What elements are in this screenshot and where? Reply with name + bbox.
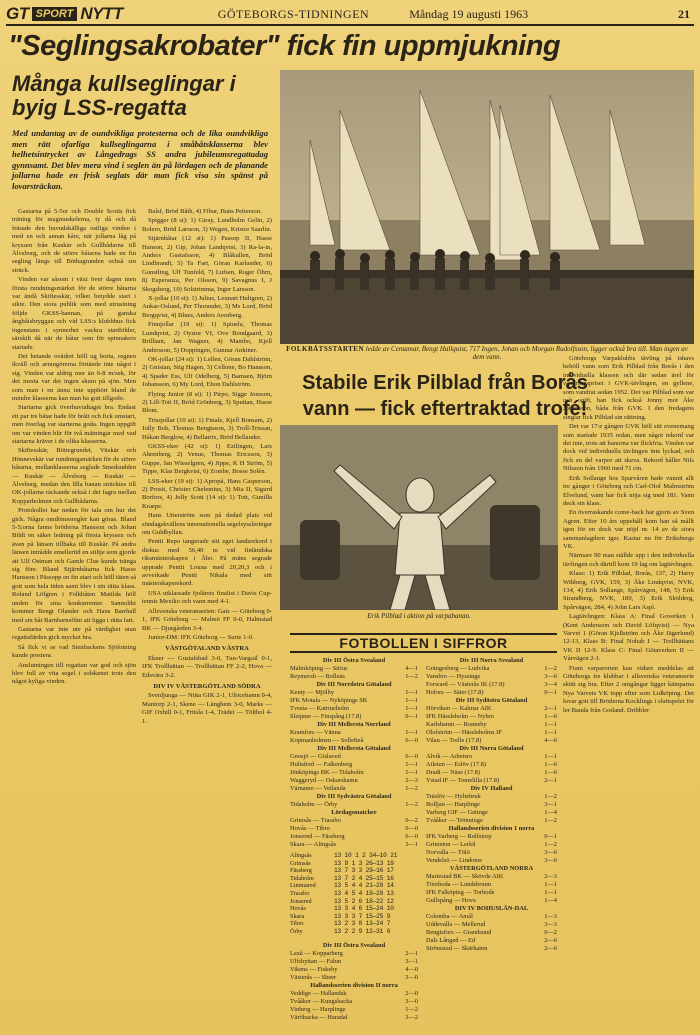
- results-heading: Div III Sydöstra Götaland: [455, 697, 528, 704]
- results-block-left-lower: [290, 942, 418, 1022]
- score: 1—2: [405, 801, 418, 808]
- score: 1—1: [544, 753, 557, 760]
- paragraph: GKSS-eker (42 st): 1) Ezilingen, Lars Ahrenberg, 2) Venus, Thomas Ericsson, 3) Guppe, Jan Wieselgren, 4) Jippe, K H Ström, 5) Tippe, Klas Bergkvist, 6) Zombe, Bosse Solén.: [142, 442, 272, 476]
- result-row: [426, 849, 557, 857]
- paragraph: Gastarna var inte ute på värdighet utan regattafärden gick mycket bra.: [12, 625, 136, 642]
- result-row: [426, 793, 557, 801]
- score: 1—0: [544, 769, 557, 776]
- match: Träslöv — Hyltebruk: [426, 793, 481, 800]
- match: Hultsfred — Falkenberg: [290, 761, 353, 768]
- score: 1—2: [544, 817, 557, 824]
- stats: 13 4 5 4 19—20 13: [334, 889, 394, 897]
- score: 1—0: [544, 713, 557, 720]
- results-heading: Hallandsserien division 1 norra: [448, 825, 535, 832]
- score: 3—0: [544, 673, 557, 680]
- paragraph: Protokollet har nedan för tala om hur det gick. Några omdömesregler kan göras. Bland 5-5:orna fanns bröderna Hansson och Johan Bildt en säker ledning på första kryssen och även på länsen tillbaka till Kuskär. På andra länsen intrådde emellertid en stiltje som gjorde att Ulf Ostman och Gamle Clue kunde tränga sig före. Bland Stjärnbåtarna fick Hasse Hansson i Pässopp en fin start och höll täten så gott som hela tiden samt blev i sin rätta klass. Roland Löfgren i Folkbåten Matilda höll unden för sina konkurrenter. Sannolikt kommer Bengt Olander och Hans Barrhall med sin båt Barnbarnsfilm att ligga i rätta fart.: [12, 507, 136, 624]
- stats: 13 5 2 6 18—22 12: [334, 897, 394, 905]
- result-row: [290, 729, 418, 737]
- result-row: [426, 737, 557, 745]
- result-row: [426, 937, 557, 945]
- result-row: [426, 729, 557, 737]
- paragraph: Gastarna på 5-5or och Double Scotts fick träning för magmuskelerna, ty då och då fräsade den huvudskälliga ostliga vinden i med en och annan kåre, när jollarna låg på kryssen från Kuskär och Gullbådarna till Älvsborg, och de större båtarna hade en fin segling längs till Böthagrunden ochså sin sträck.: [12, 208, 136, 274]
- score: 0—2: [544, 929, 557, 936]
- standings-row: [290, 905, 418, 913]
- score: 4—0: [544, 737, 557, 744]
- match: Tvååker — Kungsbacka: [290, 998, 353, 1005]
- result-row: [290, 958, 418, 966]
- match: IFK Varberg — Rolfstorp: [426, 833, 492, 840]
- result-row: [426, 761, 557, 769]
- result-row: [426, 721, 557, 729]
- team: Örby: [290, 927, 303, 935]
- paragraph: Göteborgs Varpaklubbs tävling på ishavs behöll vann som Erik Pilblad från Borås i den individuella klassen och där sedan ärel för vandringspriset i GVK-tävlingen, en gyllene, som vandrat sedan 1952. Det var Pilblad som var och ogift, han fick också Jonny mot Åke Johansson, båda från GVK. I den fredagens singlar fick Pilblad sin rättning.: [563, 355, 694, 421]
- result-row: [290, 769, 418, 777]
- score: 1—2: [544, 841, 557, 848]
- result-row: [426, 777, 557, 785]
- stats: 13 3 3 7 15—25 9: [334, 912, 391, 920]
- score: 3—4: [544, 681, 557, 688]
- score: 2—3: [544, 873, 557, 880]
- score: 4—0: [405, 966, 418, 973]
- match: Karlshamn — Ronneby: [426, 721, 487, 728]
- result-row: [290, 966, 418, 974]
- match: Uddevalla — Mellerud: [426, 921, 486, 928]
- score: 6—0: [405, 753, 418, 760]
- result-row: [426, 945, 557, 953]
- result-row: [426, 881, 557, 889]
- match: Veddige — Hallandsk: [290, 990, 347, 997]
- match: Strömstad — Skärhamn: [426, 945, 488, 952]
- paragraph: LSS-eker (19 st): 1) Apropå, Hans Casperson, 2) Prosit, Christer Chelemius, 3) Mia II, Sigurd Borfors, 4) Jolly Scott (14 st): 1) Tott, Gunilla Kraepe.: [142, 477, 272, 510]
- result-row: [290, 705, 418, 713]
- paragraph: Ekner — Gustafsbad 3-0, Tun-Vargsäl 0-1, IFK Trollhättan — Trollhättan FF 2-2, Hova — Edsvära 3-2.: [142, 654, 272, 679]
- score: 1—0: [544, 761, 557, 768]
- paragraph: Svenljunga — Nitta GIK 2-1, Ulricehamn 0-4, Mantorp 2-1, Skene — Länghem 3-0, Marks — GIF Oxhill 0-1, Fritsla 1-4, Trädet — Tölthol 4-1.: [142, 692, 272, 725]
- result-row: [290, 841, 418, 849]
- paragraph: Det var 17:e gången GVK höll sitt evenemang som startade 1935 redan, men något rekord var det inte, trots att banorna var flickfria. Vinden var dock vid individuella tävlingen inte lyckad, och fick en del varpor att skeva. Rekord håller Nils Nilsson från 1960 med 71 cm.: [563, 423, 694, 473]
- result-row: [426, 929, 557, 937]
- stats: 13 3 4 6 15—24 10: [334, 905, 394, 913]
- stats: 13 2 2 9 12—31 6: [334, 927, 391, 935]
- result-row: [426, 921, 557, 929]
- paragraph: Trissjollar (10 st): 1) Finale, Kjell Bonsam, 2) Jolly Bob, Thomas Bengtsson, 3) Troll-Trissan, Håkan Berglow, 4) Bellatrix, Bröd Bellander.: [142, 416, 272, 441]
- standings-row: [290, 890, 418, 898]
- result-row: [290, 713, 418, 721]
- varpa-thrower-image: [280, 425, 558, 610]
- match: Kramfors — Vänna: [290, 729, 341, 736]
- score: 1—2: [405, 785, 418, 792]
- match: Tvååker — Trönninge: [426, 817, 483, 824]
- match: Ulfshyttan — Falun: [290, 958, 342, 965]
- results-heading: DIV IV BOHUSLÄN-DAL: [454, 905, 529, 912]
- score: 3—1: [405, 958, 418, 965]
- paragraph: USA utklassade fjolårets finalist i Davis Cup-tennis Mexiko och vann med 4-1.: [142, 589, 272, 606]
- score: 1—1: [405, 689, 418, 696]
- match: Forward — Västerås IK (17.8): [426, 681, 505, 688]
- stats: 13 7 3 3 29—16 17: [334, 867, 394, 875]
- result-row: [426, 897, 557, 905]
- match: Vinberg — Harplinge: [290, 1006, 346, 1013]
- results-heading: Div III Mellersta Götaland: [317, 745, 391, 752]
- paragraph: OK-jollar (24 st): 1) Lellen, Göran Dahlström, 2) Gnistan, Stig Hagen, 3) Cellone, Bo Hansson, 4) Spader Ess, Ulf Odelberg, 5) Bamsen, Björn Johansson, 6) My Lord, Ebon Dahlström.: [142, 355, 272, 389]
- score: 1—1: [544, 721, 557, 728]
- result-row: [290, 753, 418, 761]
- standings-row: [290, 860, 418, 868]
- results-heading: Div III Östra Svealand: [322, 942, 386, 949]
- score: 0—0: [405, 825, 418, 832]
- paragraph: Vinden var såsom i växt över dagen men första rundningsmärket för de större båtarna var ändå Skiftesskär, vilket betydde start i sikte. Den stora publik som med utrustning följde GKSS-bannan, på ganska ångbåtsbryggan och vid LSS:s klubbhus fick ingenstans i synnerhet vackra startbilder, särskilt då när de båtar som för spinnakers startade.: [12, 276, 136, 351]
- match: Västerås — Sheer: [290, 974, 337, 981]
- result-row: [290, 785, 418, 793]
- paragraph: Närmare 90 man ställde upp i den individuella tävlingen och därtill kom 19 lag om lagtävlingen.: [563, 552, 694, 568]
- score: 1—1: [544, 889, 557, 896]
- result-row: [426, 769, 557, 777]
- result-row: [426, 673, 557, 681]
- standings-row: [290, 920, 418, 928]
- team: Limmared: [290, 882, 316, 890]
- paragraph: Lagtävlingen: Klass A: Final Goverken 1 (Kent Andersson och David Löfqvist) — Nya Varvet 1 (Göran Kjellström och Åke Jägerlund) 12-13, Klass B: Final Nohab I — Trollhättans VK II 12-9. Klass C: Final Götaverken II — Vårvägen 2-1.: [563, 613, 694, 663]
- standings-row: [290, 867, 418, 875]
- team: Tibro: [290, 920, 304, 928]
- score: 2—1: [544, 705, 557, 712]
- result-row: [426, 681, 557, 689]
- results-heading: Lördagsmatcher: [331, 809, 377, 816]
- score: 1—2: [544, 665, 557, 672]
- match: Waggeryd — Oskarshamn: [290, 777, 358, 784]
- match: Hovås — Tibro: [290, 825, 330, 832]
- stats: 13 10 1 2 34—10 21: [334, 852, 398, 859]
- team: Fässberg: [290, 867, 312, 875]
- paragraph: Startarna gick överhuvudtaget bra. Endast ett par tre båtar hade för brått och fick omstart, men överlag var starterna goda. Ingen uppgift om var vinden blir för två mätningar med vad startarna kräver i de olika klasserna.: [12, 404, 136, 445]
- standings-row: [290, 852, 418, 860]
- match: IFK Falköping — Torbode: [426, 889, 495, 896]
- match: IFK Motala — Nyköpings SK: [290, 697, 368, 704]
- score: 1—1: [405, 729, 418, 736]
- results-block-right: [426, 657, 557, 953]
- score: 1—2: [405, 673, 418, 680]
- result-row: [290, 1014, 418, 1022]
- result-row: [290, 777, 418, 785]
- page-number: 21: [678, 6, 690, 21]
- score: 0—2: [405, 817, 418, 824]
- match: Gullspång — Hova: [426, 897, 476, 904]
- paragraph: Junior-DM: IFK Göteborg — Surte 1-0.: [148, 633, 254, 641]
- result-row: [290, 974, 418, 982]
- paragraph: Klass: 1) Erik Pilblad, Borås, 137, 2) Harry Wihberg, GVK, 159, 3) Åke Lindqvist, NVK, 134, 4) Erik Sollange, Spårvägen, 148, 5) Erik Strandberg, NVK, 189, 3) Erik Skölderg, Spårvägen, 284, 4) John Lars Aspl.: [563, 570, 694, 611]
- paragraph: Allsvenska veteranserien: Gais — Göteborg 0-1, IFK Göteborg — Malmö FF 0-0, Halmstad BK — Djurgården 3-4.: [142, 607, 272, 632]
- results-heading: Div III Östra Svealand: [322, 657, 386, 664]
- result-row: [290, 697, 418, 705]
- result-row: [290, 665, 418, 673]
- paragraph: Anslutningen till regattan var god och sjön blev full av vita segel i solskenet trots den något kyliga vinden.: [12, 661, 136, 686]
- match: Dradt — Näse (17.8): [426, 769, 480, 776]
- logo-nytt: NYTT: [80, 4, 123, 23]
- match: Olofström — Hässleholms IF: [426, 729, 502, 736]
- paragraph: En överraskande come-back har gjorts av Sven Agren. Efter 10 års uppehåll kom han så mållt igen för en dock var nöjd nr. 14 av de stora sammanlagdern iger. Kastar nu för Eriksbergs VK.: [563, 509, 694, 550]
- paragraph: Spigger (8 st): 1) Giray, Lundholm Gelin, 2) Bolero, Bröd Larsson, 3) Wegen, Kristor Saarlin.: [142, 217, 272, 233]
- secondary-headline: Stabile Erik Pilblad från Borås vann — fick eftertraktad trofé!: [302, 372, 588, 420]
- match: Hofors — Säter (17.8): [426, 689, 484, 696]
- results-heading: Div III Norra Götaland: [459, 745, 524, 752]
- result-row: [290, 833, 418, 841]
- match: Vilan — Trelle (17.8): [426, 737, 482, 744]
- football-results-heading: FOTBOLLEN I SIFFROR: [290, 633, 557, 653]
- score: 1—4: [544, 809, 557, 816]
- article-column-1: [12, 208, 136, 1028]
- score: 3—2: [405, 1014, 418, 1021]
- paragraph: Skiftesskär, Böttegrundet, Vitskär och Hönnevskär var rundningsmärken för de större båtarna, mellanklasserna seglade Smedsudden — Kuskär — Älvsborg — Kuskär — Älvsborg, medan den lilla banan sträcktes till OK-jollarna räckande också i det fagra mellan Kopparholmen och Gullbådarna.: [12, 447, 136, 505]
- caption-text: ledde av Centamar, Bengt Hallquist, 717 Ingen, Johan och Morgan Rudolfsson, ligger också bra till. Man ingen av dem vann.: [365, 345, 688, 362]
- sailboats-image: [280, 70, 694, 344]
- athlete-photo: [280, 425, 558, 610]
- score: 3—3: [544, 921, 557, 928]
- result-row: [290, 990, 418, 998]
- caption-lead: FOLKBÅTSSTARTEN: [286, 345, 365, 353]
- results-heading: Div III Norrdstra Götaland: [316, 681, 392, 688]
- score: 0—1: [544, 833, 557, 840]
- stats: 13 7 2 4 25—15 16: [334, 874, 394, 882]
- score: 3—0: [544, 857, 557, 864]
- athlete-photo-caption: Erik Pilblad i aktion på varpabanan.: [367, 612, 471, 620]
- match: Varberg GIF — Getinge: [426, 809, 488, 816]
- result-row: [290, 998, 418, 1006]
- match: Grängesberg — Ludvika: [426, 665, 490, 672]
- match: Tidaholm — Örby: [290, 801, 338, 808]
- score: 1—2: [544, 793, 557, 800]
- result-row: [426, 873, 557, 881]
- score: 2—1: [544, 777, 557, 784]
- stats: 13 2 3 8 13—24 7: [334, 920, 391, 928]
- results-heading: VÄSTERGÖTLAND NORRA: [449, 865, 534, 872]
- results-heading: Hallandsserien division II norra: [310, 982, 398, 989]
- results-heading: Div III Norra Svealand: [459, 657, 524, 664]
- match: Sleipner — Finspång (17.8): [290, 713, 362, 720]
- result-row: [426, 713, 557, 721]
- paragraph: VÄSTGÖTALAND VÄSTRA: [165, 645, 249, 653]
- score: 2—0: [544, 945, 557, 952]
- match: Grimsås — Trassbo: [290, 817, 341, 824]
- match: Norvalla — Tölö: [426, 849, 470, 856]
- paragraph: Så fick vi se vad Stenbackens Sjöfotning kunde prestera.: [12, 643, 136, 660]
- paragraph: X-jollar (10 st): 1) Julius, Lennart Hultgren, 2) Ankar-Oslund, Per Thorander, 3) Ms Lord, Bröd Bergqvist, 4) Blues, Anders Arenberg.: [142, 295, 272, 319]
- score: 0—1: [405, 713, 418, 720]
- result-row: [426, 841, 557, 849]
- team: Alingsås: [290, 852, 312, 859]
- score: 0—1: [544, 689, 557, 696]
- result-row: [426, 753, 557, 761]
- team: Tidaholm: [290, 874, 314, 882]
- main-headline: "Seglingsakrobater" fick fin uppmjukning: [8, 30, 561, 62]
- score: 2—1: [405, 950, 418, 957]
- match: Värnamo — Vetlanda: [290, 785, 346, 792]
- article-lede: Med undantag av de oundvikliga protesterna och de lika oundvikliga men rätt ofarliga kullseglingarna i småbåtsklasserna blev helhetsintrycket av Långedrags SS andra jubileumsregattadag gynnsamt. Det blev mera vind i seglen än på lördagen och de planande jollarna hade en frisk seglats där man fick visa sin spänst på lovarsträckan.: [12, 128, 268, 191]
- masthead: [6, 4, 694, 26]
- team: Trassbo: [290, 889, 310, 897]
- match: Alvik — Arbetsro: [426, 753, 473, 760]
- score: 6—0: [405, 833, 418, 840]
- score: 3—0: [405, 998, 418, 1005]
- paragraph: Pentti Repo tangerade sitt eget landsrekord i diskus med 56,40 m vid finländska riksmästerskapen i Åbo. På mäns segrade upprade Pentti Louna med 20,20,3 och i avverkade Pentti Nikula med sitt mästerskapsrekord.: [142, 538, 272, 588]
- paragraph: Erik Sollange hos Sparvåren hade vunnit allt tre gånger i Göteborg och Carl-Olof Malmström Elvelund, vann har fick nöja sig med 181. Vann deck sin klass.: [563, 474, 694, 507]
- match: Bolljan — Harplinge: [426, 801, 480, 808]
- article-column-2: [142, 208, 272, 1028]
- score: 1—1: [544, 729, 557, 736]
- team: Grimsås: [290, 859, 311, 867]
- score: 3—0: [405, 974, 418, 981]
- result-row: [426, 833, 557, 841]
- match: Malmköping — Sirius: [290, 665, 348, 672]
- paper-name: GÖTEBORGS-TIDNINGEN: [217, 6, 370, 21]
- paragraph: Fram varparorten kan vidare meddelas att Göteborgs tre klubbar i allsvenska veteranserie skött sig bra. Efter 2 omgångar ligger kämparna Nya Varvets VK topp efter som Lidköping. Det lovar gott till Bröderna Kocklings i sluttspelet för ler Bauda från Gotland. Dribbler: [563, 664, 694, 714]
- score: 2—0: [405, 990, 418, 997]
- results-heading: Div IV Halland: [470, 785, 513, 792]
- team: Hovås: [290, 905, 306, 913]
- match: Mariestad BK — Skövde AIK: [426, 873, 504, 880]
- result-row: [290, 801, 418, 809]
- match: Dals Långed — Ed: [426, 937, 476, 944]
- score: 1—1: [405, 769, 418, 776]
- score: 2—3: [405, 777, 418, 784]
- match: Ystad IF — Tomelilla (17.8): [426, 777, 500, 784]
- logo-gt: GT: [6, 4, 29, 23]
- paragraph: Stjärnbåtar (12 st): 1) Passop II, Hasse Hanson, 2) Gip, Johan Landqvist, 3) Ra-la-in, Anders Gustafsson, 4) Blåkullen, Bröd Lindbrandt, 5) Ta Fart, Göran Karlander, 6) Gunstling, Ulf Tunfeld, 7) Lufsen, Roger Öhrn, 8) Esperanza, Per Olsson, 9) Savagnus I, J Skogsberg, 10) Solstrimma, Inger Larsson.: [142, 235, 272, 293]
- team: Jonsered: [290, 897, 312, 905]
- match: Töreboda — Lundsbrunn: [426, 881, 491, 888]
- result-row: [290, 817, 418, 825]
- match: Laxå — Kopparberg: [290, 950, 343, 957]
- result-row: [290, 673, 418, 681]
- match: Gnosjö — Gislaved: [290, 753, 341, 760]
- match: Jonsered — Fässberg: [290, 833, 345, 840]
- result-row: [290, 737, 418, 745]
- score: 3—0: [544, 849, 557, 856]
- article-column-5: [563, 355, 694, 1030]
- match: Bengtsfors — Grandsund: [426, 929, 492, 936]
- standings-table: [290, 852, 418, 936]
- result-row: [290, 689, 418, 697]
- score: 3—1: [544, 801, 557, 808]
- standings-row: [290, 898, 418, 906]
- match: Jönköpings BK — Tidaholm: [290, 769, 364, 776]
- issue-date: Måndag 19 augusti 1963: [409, 6, 529, 21]
- match: IFK Hässleholm — Nybro: [426, 713, 494, 720]
- score: 1—1: [405, 705, 418, 712]
- result-row: [426, 705, 557, 713]
- score: 1—1: [405, 697, 418, 704]
- paragraph: Hans Utterström som på dedad plats vid söndagskvällens internationella segelsyssleringar om Guldbyllan.: [142, 512, 272, 537]
- paragraph: Flying Junior (8 st): 1) Pirpo, Sigge Jonsson, 2) Lill-Tott II, Bröd Grönberg, 3) Sputtan, Hasse Blom.: [142, 390, 272, 415]
- article-subhead: Många kullseglingar i byig LSS-regatta: [12, 71, 236, 120]
- result-row: [426, 689, 557, 697]
- standings-row: [290, 882, 418, 890]
- result-row: [426, 913, 557, 921]
- result-row: [426, 801, 557, 809]
- result-row: [426, 665, 557, 673]
- match: Kenty — Mjölby: [290, 689, 335, 696]
- match: Kopmanholmen — Sollefteå: [290, 737, 364, 744]
- sailing-photo: [280, 70, 694, 344]
- results-block-left: [290, 657, 418, 849]
- score: 1—3: [544, 913, 557, 920]
- score: 6—0: [405, 737, 418, 744]
- result-row: [426, 817, 557, 825]
- match: Tvesta — Katrineholm: [290, 705, 349, 712]
- results-heading: Div III Sydvästra Götaland: [316, 793, 392, 800]
- result-row: [290, 1006, 418, 1014]
- result-row: [290, 825, 418, 833]
- standings-row: [290, 928, 418, 936]
- score: 4—1: [405, 665, 418, 672]
- standings-row: [290, 875, 418, 883]
- match: Väröbacka — Haradal: [290, 1014, 348, 1021]
- score: 1—1: [544, 881, 557, 888]
- results-heading: Div III Mellersta Norrland: [317, 721, 391, 728]
- stats: 13 9 1 3 26—13 19: [334, 859, 394, 867]
- score: 2—0: [544, 937, 557, 944]
- logo-sport: SPORT: [32, 7, 78, 21]
- paragraph: Balsf, Bröd Båth, 4) Fibur, Hans Petterson.: [148, 208, 262, 215]
- result-row: [426, 857, 557, 865]
- score: 3—1: [405, 841, 418, 848]
- stats: 13 5 4 4 21—20 14: [334, 882, 394, 890]
- match: Colomba — Amål: [426, 913, 473, 920]
- result-row: [426, 889, 557, 897]
- match: Hörviken — Kalmar AIK: [426, 705, 492, 712]
- paragraph: Det hetande ovädret höll ug borta, regnen ikväll och arrangörerna förtände inte något i sig. Vinden var aldrig mer än 6-8 m/sek, för det mesta var det ingen skum på sjön. Men som man i en ännu inte upphört bland de mindre klasserna kan man ha gott tillgodo.: [12, 352, 136, 402]
- result-row: [290, 950, 418, 958]
- team: Skara: [290, 912, 305, 920]
- score: 1—2: [405, 1006, 418, 1013]
- match: Reymersh — Bollnäs: [290, 673, 346, 680]
- match: Vansbro — Hyssinge: [426, 673, 481, 680]
- match: Skara — Alingsås: [290, 841, 337, 848]
- paragraph: DIV IV VÄSTERGÖTLAND SÖDRA: [153, 682, 261, 690]
- score: 1—4: [544, 897, 557, 904]
- match: Vendelsö — Lindome: [426, 857, 483, 864]
- result-row: [290, 761, 418, 769]
- result-row: [426, 809, 557, 817]
- match: Vikens — Fiskeby: [290, 966, 338, 973]
- match: Grimeton — Lerkil: [426, 841, 476, 848]
- match: Atleten — Eslöv (17.8): [426, 761, 486, 768]
- paragraph: Finnjollar (19 st): 1) Spiuela, Thomas Lundqvist, 2) Oystor VI, Ove Bondgaard, 3) Brilliant, Jan Wagner, 4) Mambo, Kjell Andersson, 5) Doppingen, Gunnar Ankiner.: [142, 321, 272, 354]
- score: 1—1: [405, 761, 418, 768]
- standings-row: [290, 913, 418, 921]
